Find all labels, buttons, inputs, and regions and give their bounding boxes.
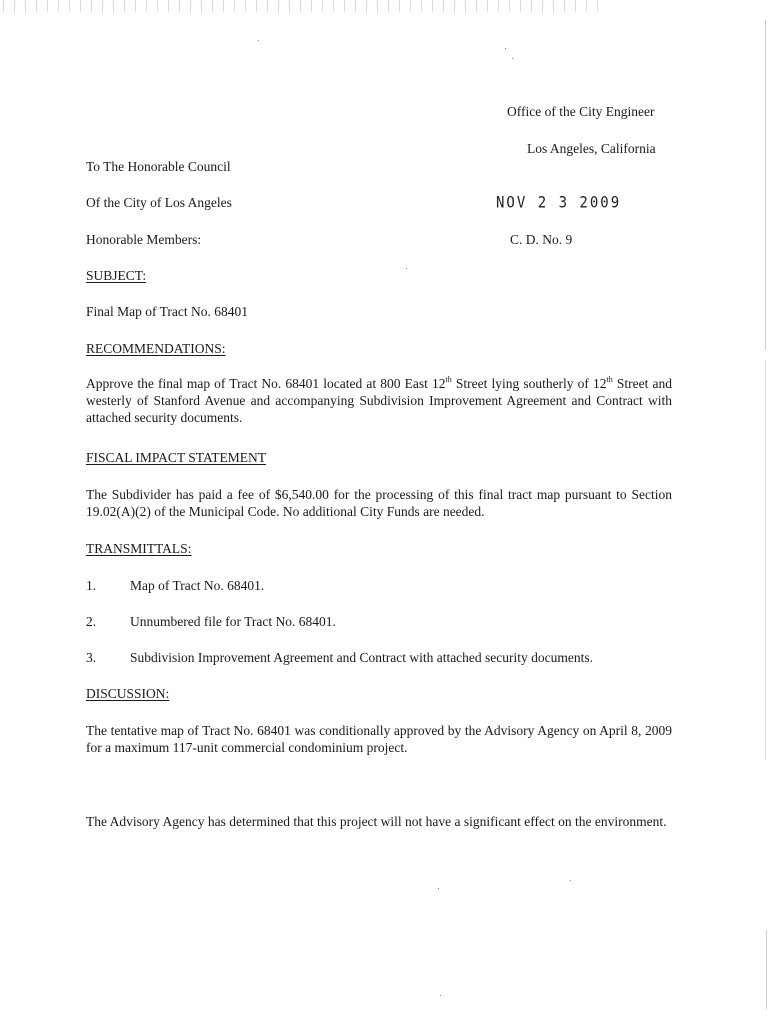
transmittal-number: 3. [86, 650, 97, 665]
recommendations-text [86, 375, 672, 426]
council-district: C. D. No. 9 [510, 232, 573, 247]
salutation: Honorable Members: [86, 232, 202, 247]
scan-speck [570, 880, 571, 881]
recommendations-text-c: Street and westerly of Stanford Avenue and accompanying Subdivision Improvement Agreement and Contract with attached security documents. [86, 376, 672, 425]
location-line: Los Angeles, California [527, 141, 656, 156]
date-stamp: NOV 2 3 2009 [496, 193, 622, 213]
subject-heading: SUBJECT: [86, 268, 147, 283]
transmittal-number: 1. [86, 578, 97, 593]
ordinal-suffix: th [606, 375, 613, 384]
scan-noise-top [0, 0, 600, 12]
subject-text: Final Map of Tract No. 68401 [86, 304, 248, 319]
recommendations-text-a: Approve the final map of Tract No. 68401 located at 800 East 12 [86, 376, 446, 391]
scan-speck [512, 58, 513, 59]
discussion-paragraph-2: The Advisory Agency has determined that this project will not have a significant effect on the environment. [86, 814, 667, 829]
scan-speck [438, 888, 439, 889]
transmittal-number: 2. [86, 614, 97, 629]
recommendations-heading: RECOMMENDATIONS: [86, 341, 226, 356]
addressee-line-2: Of the City of Los Angeles [86, 195, 232, 210]
transmittals-heading: TRANSMITTALS: [86, 541, 192, 556]
recommendations-text-b: Street lying southerly of 12 [451, 376, 607, 391]
transmittal-item: Unnumbered file for Tract No. 68401. [130, 614, 336, 629]
addressee-line-1: To The Honorable Council [86, 159, 231, 174]
office-line: Office of the City Engineer [507, 104, 655, 119]
discussion-paragraph-1: The tentative map of Tract No. 68401 was conditionally approved by the Advisory Agency on April 8, 2009 for a maximum 117-unit commercial condominium project. [86, 723, 672, 755]
transmittal-item: Map of Tract No. 68401. [130, 578, 265, 593]
scan-edge-mark [765, 360, 766, 760]
ordinal-suffix: th [445, 375, 452, 384]
transmittal-item: Subdivision Improvement Agreement and Contract with attached security documents. [130, 650, 594, 665]
discussion-heading: DISCUSSION: [86, 686, 170, 701]
scan-speck [406, 268, 407, 269]
scan-speck [258, 40, 259, 41]
fiscal-text: The Subdivider has paid a fee of $6,540.00 for the processing of this final tract map pursuant to Section 19.02(A)(2) of the Municipal Code. No additional City Funds are needed. [86, 487, 672, 519]
fiscal-heading: FISCAL IMPACT STATEMENT [86, 450, 266, 465]
scan-speck [505, 48, 506, 49]
scan-speck [440, 995, 441, 996]
scan-edge-mark [765, 20, 766, 350]
scan-edge-mark [766, 930, 767, 1010]
